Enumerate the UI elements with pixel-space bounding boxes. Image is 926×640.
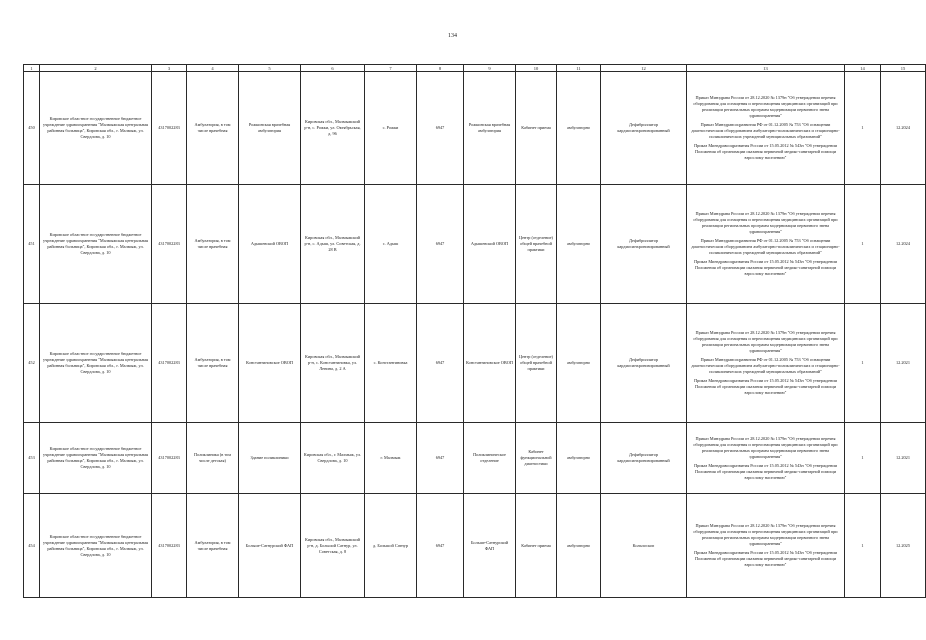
facility-type-cell: Амбулатория, в том числе врачебная (187, 494, 239, 598)
organization-cell: Кировское областное государственное бюджетное учреждение здравоохранения "Малмыжская центральная районная больница", Кировская обл., г. Малмыж, ул. Свердлова, д. 10 (40, 423, 152, 494)
header-cell: 2 (40, 65, 152, 72)
date-cell: 12.2024 (881, 72, 926, 185)
organization-cell: Кировское областное государственное бюджетное учреждение здравоохранения "Малмыжская центральная районная больница", Кировская обл., г. Малмыж, ул. Свердлова, д. 10 (40, 185, 152, 304)
header-cell: 1 (24, 65, 40, 72)
column-number-row (24, 65, 926, 72)
organization-cell: Кировское областное государственное бюджетное учреждение здравоохранения "Малмыжская центральная районная больница", Кировская обл., г. Малмыж, ул. Свердлова, д. 10 (40, 72, 152, 185)
settlement-cell: г. Малмыж (365, 423, 417, 494)
header-cell: 14 (845, 65, 881, 72)
table-row (24, 304, 926, 423)
documents-cell (687, 185, 845, 304)
address-cell: Кировская обл., Малмыжский р-н, с. Адыш, ул. Советская, д. 28 В (301, 185, 365, 304)
inn-cell: 4317002283 (152, 423, 187, 494)
table-row (24, 72, 926, 185)
facility-type-cell: Поликлиника (в том числе детская) (187, 423, 239, 494)
organization-cell: Кировское областное государственное бюджетное учреждение здравоохранения "Малмыжская центральная районная больница", Кировская обл., г. Малмыж, ул. Свердлова, д. 10 (40, 304, 152, 423)
department-cell: Поликлиническое отделение (464, 423, 516, 494)
settlement-cell: д. Большой Сатнур (365, 494, 417, 598)
document-reference: Приказ Минздрава России от 28.12.2020 № 1379н "Об утверждении перечня оборудования для оснащения и переоснащения медицинских организаций при реализации региональных программ модернизации первичного звена здравоохранения" (693, 330, 838, 353)
settlement-cell: с. Константиновка (365, 304, 417, 423)
row-number: 450 (24, 72, 40, 185)
inn-cell: 4317002283 (152, 304, 187, 423)
care-form-cell: амбулаторно (557, 494, 601, 598)
date-cell: 12.2021 (881, 423, 926, 494)
room-cell: Центр (отделение) общей врачебной практики (516, 185, 557, 304)
documents-cell (687, 423, 845, 494)
document-reference: Приказ Минздравсоцразвития России от 15.05.2012 № 543н "Об утверждении Положения об организации оказания первичной медико-санитарной помощи взрослому населению" (694, 550, 837, 567)
documents-cell (687, 72, 845, 185)
code-cell: 6947 (417, 494, 464, 598)
care-form-cell: амбулаторно (557, 423, 601, 494)
care-form-cell: амбулаторно (557, 304, 601, 423)
document-reference: Приказ Минздрава России от 28.12.2020 № 1379н "Об утверждении перечня оборудования для оснащения и переоснащения медицинских организаций при реализации региональных программ модернизации первичного звена здравоохранения" (693, 435, 838, 459)
header-cell: 6 (301, 65, 365, 72)
row-number: 452 (24, 304, 40, 423)
row-number: 453 (24, 423, 40, 494)
table-row (24, 185, 926, 304)
document-reference: Приказ Минздравсоцразвития РФ от 01.12.2005 № 753 "Об оснащении диагностическим оборудованием амбулаторно-поликлинических и стационарно-поликлинических учреждений муниципальных образований" (691, 122, 840, 139)
department-cell: Константиновское ОВОП (464, 304, 516, 423)
equipment-cell: Дефибриллятор кардиосинхронизированный (601, 304, 687, 423)
care-form-cell: амбулаторно (557, 185, 601, 304)
inn-cell: 4317002283 (152, 72, 187, 185)
equipment-cell: Дефибриллятор кардиосинхронизированный (601, 423, 687, 494)
code-cell: 6947 (417, 72, 464, 185)
inn-cell: 4317002283 (152, 494, 187, 598)
quantity-cell: 1 (845, 185, 881, 304)
inn-cell: 4317002283 (152, 185, 187, 304)
unit-name-cell: Адышевский ОВОП (239, 185, 301, 304)
equipment-cell: Дефибриллятор кардиосинхронизированный (601, 72, 687, 185)
quantity-cell: 1 (845, 72, 881, 185)
facility-type-cell: Амбулатория, в том числе врачебная (187, 304, 239, 423)
header-cell: 12 (601, 65, 687, 72)
code-cell: 6947 (417, 423, 464, 494)
address-cell: Кировская обл., г. Малмыж, ул. Свердлова, д. 10 (301, 423, 365, 494)
document-reference: Приказ Минздрава России от 28.12.2020 № 1379н "Об утверждении перечня оборудования для оснащения и переоснащения медицинских организаций при реализации региональных программ модернизации первичного звена здравоохранения" (693, 211, 838, 234)
header-cell: 10 (516, 65, 557, 72)
department-cell: Рожкинская врачебная амбулатория (464, 72, 516, 185)
address-cell: Кировская обл., Малмыжский р-н, с. Рожки, ул. Октябрьская, д. 96 (301, 72, 365, 185)
document-reference: Приказ Минздравсоцразвития России от 15.05.2012 № 543н "Об утверждении Положения об организации оказания первичной медико-санитарной помощи взрослому населению" (694, 143, 837, 160)
header-cell: 4 (187, 65, 239, 72)
unit-name-cell: Больше-Сатнурский ФАП (239, 494, 301, 598)
document-reference: Приказ Минздравсоцразвития России от 15.05.2012 № 543н "Об утверждении Положения об организации оказания первичной медико-санитарной помощи взрослому населению" (694, 378, 837, 395)
room-cell: Кабинет приема (516, 494, 557, 598)
document-reference: Приказ Минздравсоцразвития РФ от 01.12.2005 № 753 "Об оснащении диагностическим оборудованием амбулаторно-поликлинических и стационарно-поликлинических учреждений муниципальных образований" (691, 357, 840, 374)
table-row (24, 423, 926, 494)
quantity-cell: 1 (845, 494, 881, 598)
settlement-cell: с. Рожки (365, 72, 417, 185)
department-cell: Больше-Сатнурский ФАП (464, 494, 516, 598)
facility-type-cell: Амбулатория, в том числе врачебная (187, 72, 239, 185)
date-cell: 12.2025 (881, 494, 926, 598)
row-number: 454 (24, 494, 40, 598)
document-reference: Приказ Минздравсоцразвития России от 15.05.2012 № 543н "Об утверждении Положения об организации оказания первичной медико-санитарной помощи взрослому населению" (694, 259, 837, 276)
settlement-cell: с. Адыш (365, 185, 417, 304)
header-cell: 15 (881, 65, 926, 72)
facility-type-cell: Амбулатория, в том числе врачебная (187, 185, 239, 304)
document-reference: Приказ Минздрава России от 28.12.2020 № 1379н "Об утверждении перечня оборудования для оснащения и переоснащения медицинских организаций при реализации региональных программ модернизации первичного звена здравоохранения" (693, 523, 838, 546)
quantity-cell: 1 (845, 304, 881, 423)
date-cell: 12.2024 (881, 185, 926, 304)
address-cell: Кировская обл., Малмыжский р-н, с. Константиновка, ул. Ленина, д. 2 А (301, 304, 365, 423)
equipment-cell: Кольпоскоп (601, 494, 687, 598)
date-cell: 12.2021 (881, 304, 926, 423)
organization-cell: Кировское областное государственное бюджетное учреждение здравоохранения "Малмыжская центральная районная больница", Кировская обл., г. Малмыж, ул. Свердлова, д. 10 (40, 494, 152, 598)
quantity-cell: 1 (845, 423, 881, 494)
equipment-cell: Дефибриллятор кардиосинхронизированный (601, 185, 687, 304)
documents-cell (687, 304, 845, 423)
header-cell: 9 (464, 65, 516, 72)
document-reference: Приказ Минздравсоцразвития РФ от 01.12.2005 № 753 "Об оснащении диагностическим оборудованием амбулаторно-поликлинических и стационарно-поликлинических учреждений муниципальных образований" (691, 238, 840, 255)
code-cell: 6947 (417, 185, 464, 304)
room-cell: Центр (отделение) общей врачебной практики (516, 304, 557, 423)
unit-name-cell: Рожкинская врачебная амбулатория (239, 72, 301, 185)
department-cell: Адышевский ОВОП (464, 185, 516, 304)
unit-name-cell: Здание поликлиники (239, 423, 301, 494)
unit-name-cell: Константиновское ОВОП (239, 304, 301, 423)
header-cell: 13 (687, 65, 845, 72)
header-cell: 8 (417, 65, 464, 72)
header-cell: 7 (365, 65, 417, 72)
documents-cell (687, 494, 845, 598)
page-number: 134 (448, 33, 457, 39)
document-reference: Приказ Минздрава России от 28.12.2020 № 1379н "Об утверждении перечня оборудования для оснащения и переоснащения медицинских организаций при реализации региональных программ модернизации первичного звена здравоохранения" (693, 95, 838, 118)
table-row (24, 494, 926, 598)
room-cell: Кабинет функциональной диагностики (516, 423, 557, 494)
room-cell: Кабинет приема (516, 72, 557, 185)
document-reference: Приказ Минздравсоцразвития России от 15.05.2012 № 543н "Об утверждении Положения об организации оказания первичной медико-санитарной помощи взрослому населению" (694, 462, 837, 480)
code-cell: 6947 (417, 304, 464, 423)
address-cell: Кировская обл., Малмыжский р-н, д. Большой Сатнур, ул. Советская, д. 8 (301, 494, 365, 598)
row-number: 451 (24, 185, 40, 304)
care-form-cell: амбулаторно (557, 72, 601, 185)
header-cell: 3 (152, 65, 187, 72)
equipment-table (23, 64, 926, 598)
header-cell: 11 (557, 65, 601, 72)
header-cell: 5 (239, 65, 301, 72)
